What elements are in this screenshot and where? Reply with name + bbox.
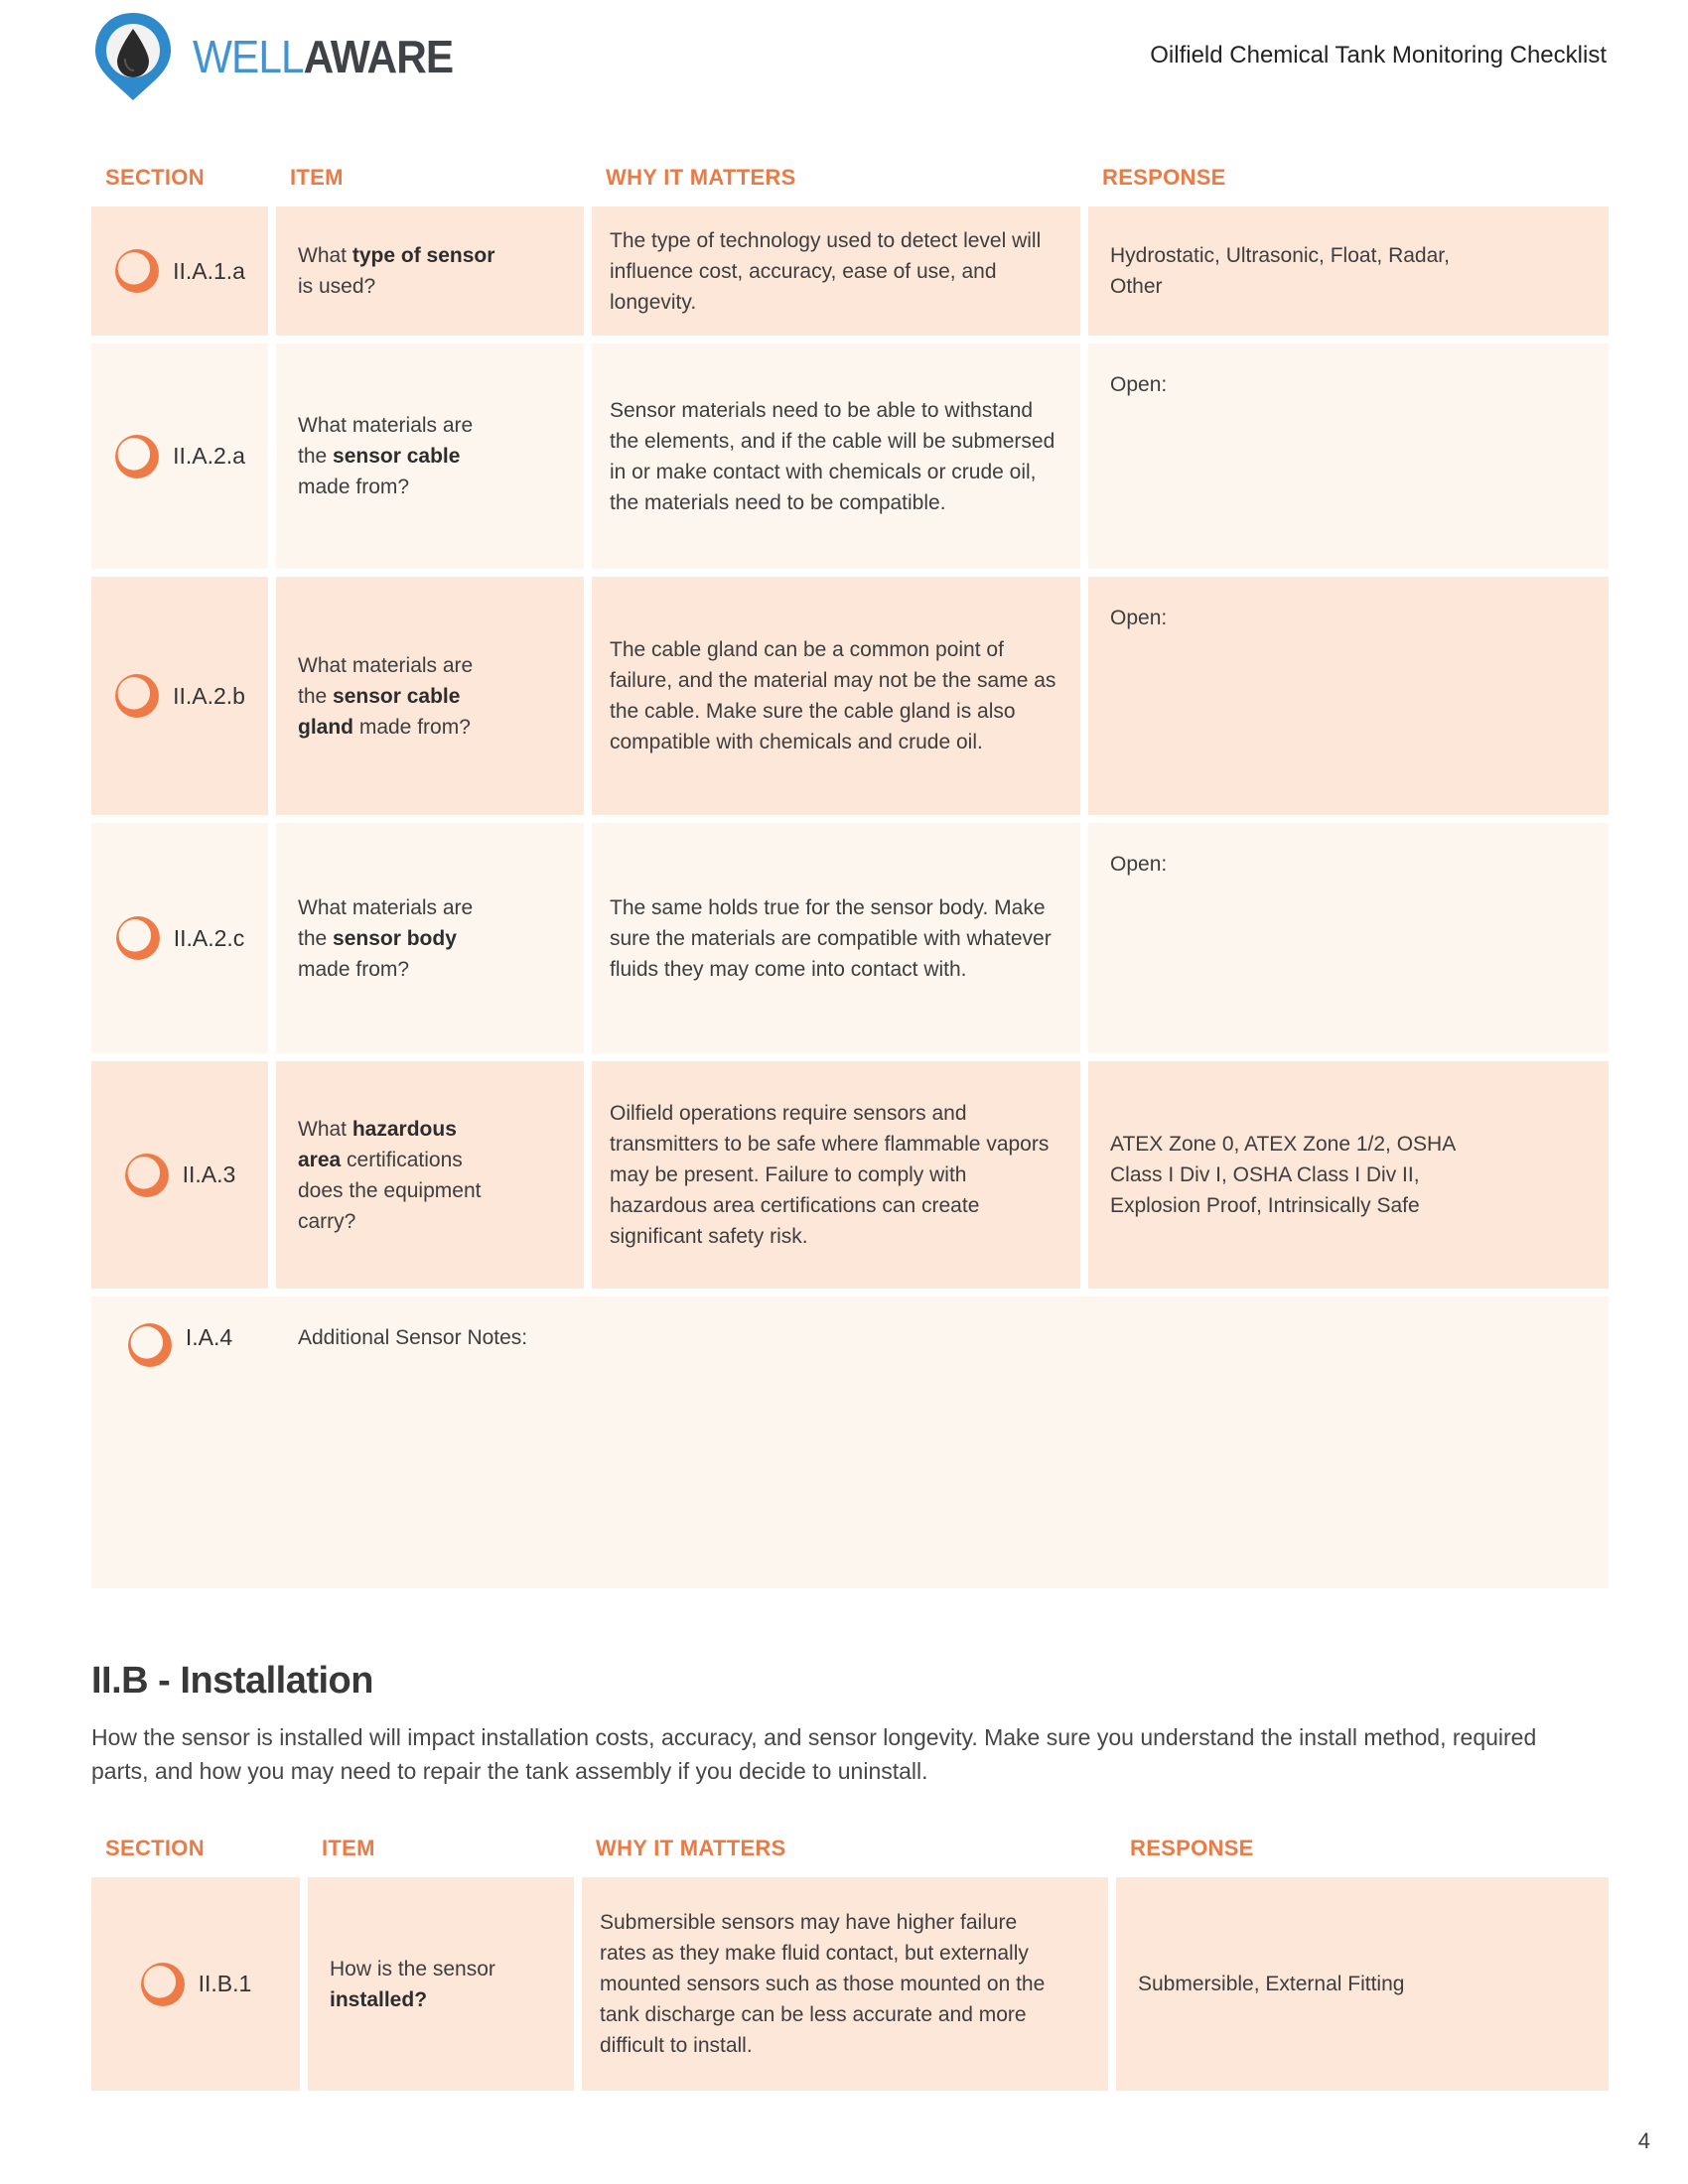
section-label: II.A.2.c [173,924,245,951]
item-text: made from? [298,957,410,981]
item-cell [276,577,584,815]
table-row [91,206,1609,336]
why-cell [592,206,1080,336]
column-header-why: WHY IT MATTERS [606,165,796,190]
item-text: made from? [298,476,410,498]
response-cell [1088,343,1609,569]
column-header-section: SECTION [105,165,205,190]
item-cell [308,1877,574,2091]
response-text: Open: [1110,853,1168,876]
document-title: Oilfield Chemical Tank Monitoring Checklist [1150,42,1607,68]
item-text-bold: type of sensor [352,244,495,267]
why-text: Sensor materials need to be able to withstand the elements, and if the cable will be submersed in or make contact with chemicals or crude oil, the materials need to be compatible. [610,398,1055,514]
section-label: II.B.1 [198,1971,252,1996]
response-text: Open: [1110,607,1168,629]
why-text: The cable gland can be a common point of failure, and the material may not be the same as the cable. Make sure the cable gland is also compatible with chemicals and crude oil. [610,638,1056,753]
notes-blank-area [1088,1297,1609,1588]
why-cell [582,1877,1108,2091]
location-pin-icon [83,12,183,101]
column-header-section: SECTION [105,1836,205,1860]
checklist-circle-icon [114,434,160,479]
item-text-bold: sensor body [333,926,457,950]
table-row [91,823,1609,1053]
section-cell [91,1877,300,2091]
why-text: Submersible sensors may have higher failure rates as they make fluid contact, but externally mounted sensors such as those mounted on the tank discharge can be less accurate and more difficult to install. [600,1911,1046,2057]
response-text: ATEX Zone 0, ATEX Zone 1/2, OSHA Class I Div I, OSHA Class I Div II, Explosion Proof, Intrinsically Safe [1110,1133,1456,1217]
section-cell [91,343,268,569]
section-label: II.A.3 [182,1161,236,1187]
column-header-why: WHY IT MATTERS [596,1836,786,1860]
section-cell [91,1297,268,1588]
item-text: What materials are the [298,653,474,708]
column-header-response: RESPONSE [1102,165,1226,190]
item-text: certifications does the equipment carry? [298,1148,482,1233]
item-text-bold: sensor cable [333,445,461,468]
table2-header-row [91,1828,1609,1877]
why-text: The same holds true for the sensor body. Make sure the materials are compatible with whatever fluids they may come into contact with. [610,895,1052,981]
response-cell [1088,206,1609,336]
checklist-circle-icon [127,1322,173,1368]
checklist-circle-icon [114,673,160,719]
brand-well: WELL [193,31,304,82]
section-cell [91,1061,268,1289]
item-cell [276,206,584,336]
item-text: How is the sensor [330,1957,495,1980]
response-text: Open: [1110,373,1168,396]
item-text-bold: hazardous area [298,1117,457,1171]
why-cell [592,577,1080,815]
section-description: How the sensor is installed will impact installation costs, accuracy, and sensor longevity. Make sure you understand the install method, required parts, and how you may need to repair the tank assembly if you decide to uninstall. [91,1724,1537,1784]
page-number: 4 [1637,2128,1650,2153]
column-header-item: ITEM [290,165,344,190]
item-cell [276,343,584,569]
item-text: What [298,244,352,267]
table1-header-row [91,157,1609,206]
item-text: What materials are the [298,414,474,468]
table-row-notes [91,1297,1609,1588]
item-text-bold: installed? [330,1987,428,2011]
why-text: The type of technology used to detect level will influence cost, accuracy, ease of use, and longevity. [610,228,1042,314]
section-cell [91,823,268,1053]
notes-label: Additional Sensor Notes: [298,1326,528,1349]
why-cell [592,1061,1080,1289]
notes-label-cell [276,1297,584,1588]
checklist-circle-icon [124,1153,170,1198]
column-header-item: ITEM [322,1836,375,1860]
item-cell [276,823,584,1053]
section-label: II.A.2.b [173,682,245,709]
section-label: II.A.1.a [173,257,245,284]
table-row [91,1877,1609,2091]
response-text: Hydrostatic, Ultrasonic, Float, Radar, Other [1110,244,1450,298]
wellaware-logo [83,12,476,101]
brand-wordmark [193,30,453,83]
response-cell [1088,823,1609,1053]
table-row [91,577,1609,815]
checklist-circle-icon [114,248,160,294]
why-text: Oilfield operations require sensors and transmitters to be safe where flammable vapors may be present. Failure to comply with hazardous area certifications can create significant safety risk. [610,1102,1050,1248]
response-cell [1088,577,1609,815]
section-heading: II.B - Installation [91,1660,373,1702]
column-header-response: RESPONSE [1130,1836,1254,1860]
notes-blank-area [592,1297,1080,1588]
response-cell [1116,1877,1609,2091]
item-text: What [298,1117,352,1141]
response-cell [1088,1061,1609,1289]
response-text: Submersible, External Fitting [1138,1973,1405,1995]
why-cell [592,823,1080,1053]
item-cell [276,1061,584,1289]
checklist-circle-icon [140,1962,186,2007]
why-cell [592,343,1080,569]
table-row [91,343,1609,569]
page-body [91,157,1609,2099]
item-text: made from? [353,715,471,739]
section-cell [91,206,268,336]
section-cell [91,577,268,815]
item-text: is used? [298,275,376,298]
brand-aware: AWARE [303,31,454,82]
table-row [91,1061,1609,1289]
item-text-bold: sensor cable gland [298,684,461,739]
checklist-circle-icon [115,915,161,961]
section-label: I.A.4 [185,1324,233,1350]
section-label: II.A.2.a [173,443,245,469]
item-text: What materials are the [298,895,474,950]
